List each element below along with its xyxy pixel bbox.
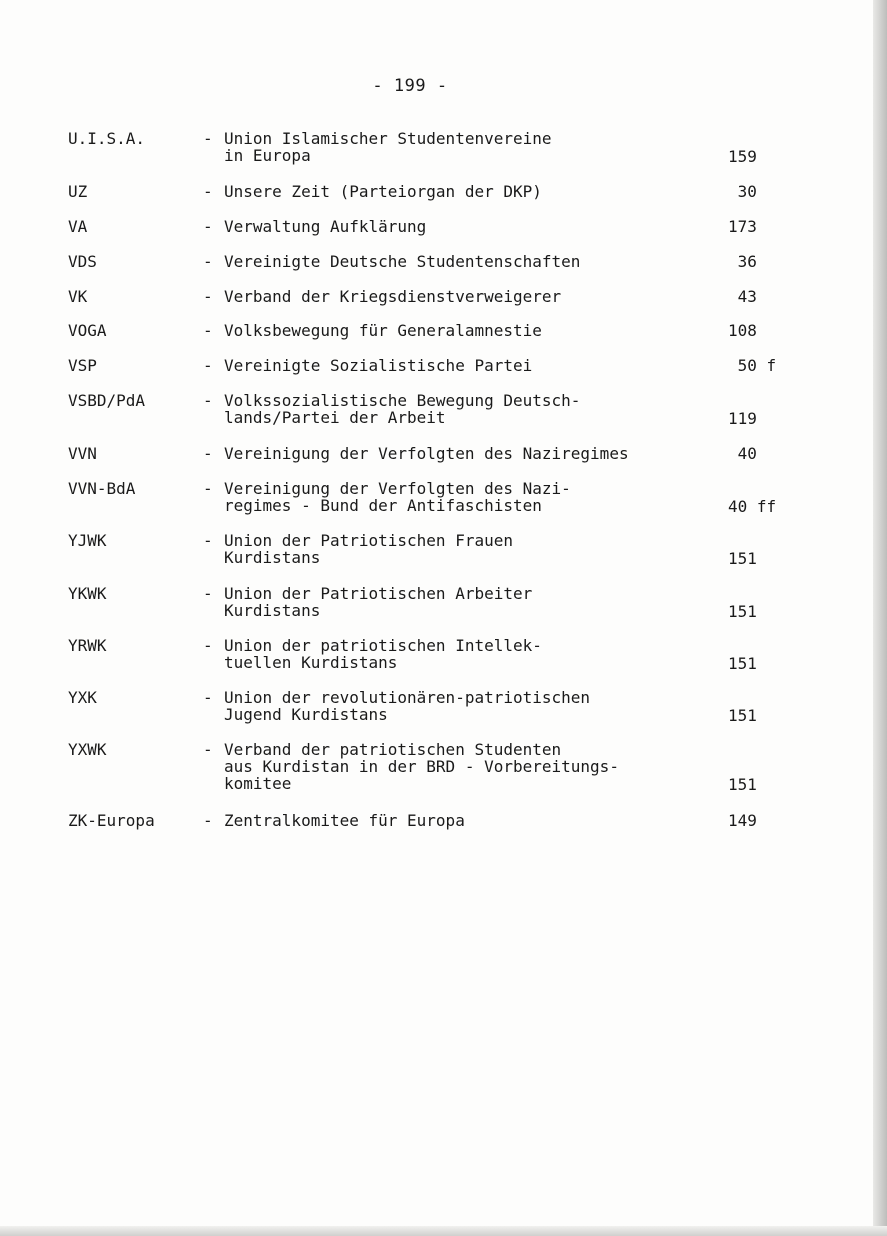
description-line: in Europa <box>224 146 311 165</box>
description <box>224 288 561 305</box>
abbreviation: U.I.S.A. <box>68 129 146 148</box>
separator-dash: - <box>203 688 213 707</box>
separator-dash: - <box>203 252 213 271</box>
description <box>224 183 542 200</box>
description-line: Verwaltung Aufklärung <box>224 217 427 236</box>
description-line: Kurdistans <box>224 548 321 567</box>
description <box>224 253 580 270</box>
separator-dash: - <box>203 811 213 830</box>
description-line: Kurdistans <box>224 601 321 620</box>
abbreviation: VVN <box>68 444 97 463</box>
description-line: komitee <box>224 774 292 793</box>
page-reference: 151 <box>728 706 757 725</box>
separator-dash: - <box>203 321 213 340</box>
description <box>224 689 590 723</box>
description-line: Union der patriotischen Intellek- <box>224 636 542 655</box>
separator-dash: - <box>203 287 213 306</box>
separator-dash: - <box>203 479 213 498</box>
page-reference: 151 <box>728 549 757 568</box>
description-line: Union der Patriotischen Arbeiter <box>224 584 533 603</box>
page-reference: 173 <box>728 217 757 236</box>
description-line: Volkssozialistische Bewegung Deutsch- <box>224 391 581 410</box>
page-reference: 108 <box>728 321 757 340</box>
description-line: Verband der patriotischen Studenten <box>224 740 562 759</box>
separator-dash: - <box>203 217 213 236</box>
description-line: tuellen Kurdistans <box>224 653 398 672</box>
page-reference: 50 f <box>728 356 777 375</box>
page-reference: 149 <box>728 811 757 830</box>
description-line: Union der Patriotischen Frauen <box>224 531 513 550</box>
description <box>224 585 532 619</box>
description <box>224 445 629 462</box>
page-reference: 43 <box>728 287 757 306</box>
description-line: Volksbewegung für Generalamnestie <box>224 321 542 340</box>
separator-dash: - <box>203 584 213 603</box>
description-line: Vereinigte Sozialistische Partei <box>224 356 533 375</box>
description-line: regimes - Bund der Antifaschisten <box>224 496 542 515</box>
abbreviation: YJWK <box>68 531 107 550</box>
description-line: lands/Partei der Arbeit <box>224 408 446 427</box>
separator-dash: - <box>203 531 213 550</box>
abbreviation: YXK <box>68 688 97 707</box>
description <box>224 130 552 164</box>
description <box>224 392 580 426</box>
separator-dash: - <box>203 129 213 148</box>
description-line: Union Islamischer Studentenvereine <box>224 129 552 148</box>
separator-dash: - <box>203 356 213 375</box>
abbreviation: YRWK <box>68 636 107 655</box>
abbreviation: VSBD/PdA <box>68 391 146 410</box>
description-line: Jugend Kurdistans <box>224 705 388 724</box>
description-line: Unsere Zeit (Parteiorgan der DKP) <box>224 182 542 201</box>
abbreviation: VDS <box>68 252 97 271</box>
page-reference: 36 <box>728 252 757 271</box>
abbreviation: ZK-Europa <box>68 811 155 830</box>
description-line: Zentralkomitee für Europa <box>224 811 465 830</box>
page-reference: 30 <box>728 182 757 201</box>
description <box>224 218 426 235</box>
page-reference: 151 <box>728 654 757 673</box>
page-reference: 40 <box>728 444 757 463</box>
abbreviation: UZ <box>68 182 88 201</box>
abbreviation: YXWK <box>68 740 107 759</box>
abbreviation: YKWK <box>68 584 107 603</box>
page-reference: 151 <box>728 602 757 621</box>
separator-dash: - <box>203 444 213 463</box>
description <box>224 532 513 566</box>
scan-edge-right <box>873 0 887 1236</box>
description <box>224 741 619 792</box>
separator-dash: - <box>203 636 213 655</box>
scan-edge-bottom <box>0 1226 887 1236</box>
abbreviation: VOGA <box>68 321 107 340</box>
description-line: Vereinigung der Verfolgten des Nazi- <box>224 479 571 498</box>
page-reference: 159 <box>728 147 757 166</box>
separator-dash: - <box>203 740 213 759</box>
description <box>224 480 571 514</box>
separator-dash: - <box>203 391 213 410</box>
description <box>224 322 542 339</box>
description-line: Union der revolutionären-patriotischen <box>224 688 591 707</box>
abbreviation: VSP <box>68 356 97 375</box>
page-number: - 199 - <box>372 76 448 96</box>
description-line: Verband der Kriegsdienstverweigerer <box>224 287 562 306</box>
page-reference: 40 ff <box>728 497 777 516</box>
abbreviation: VA <box>68 217 88 236</box>
description-line: Vereinigung der Verfolgten des Naziregimes <box>224 444 629 463</box>
page-reference: 151 <box>728 775 757 794</box>
description <box>224 357 532 374</box>
separator-dash: - <box>203 182 213 201</box>
description <box>224 637 542 671</box>
description-line: Vereinigte Deutsche Studentenschaften <box>224 252 581 271</box>
description <box>224 812 465 829</box>
page-reference: 119 <box>728 409 757 428</box>
abbreviation: VK <box>68 287 88 306</box>
description-line: aus Kurdistan in der BRD - Vorbereitungs- <box>224 757 619 776</box>
abbreviation: VVN-BdA <box>68 479 136 498</box>
